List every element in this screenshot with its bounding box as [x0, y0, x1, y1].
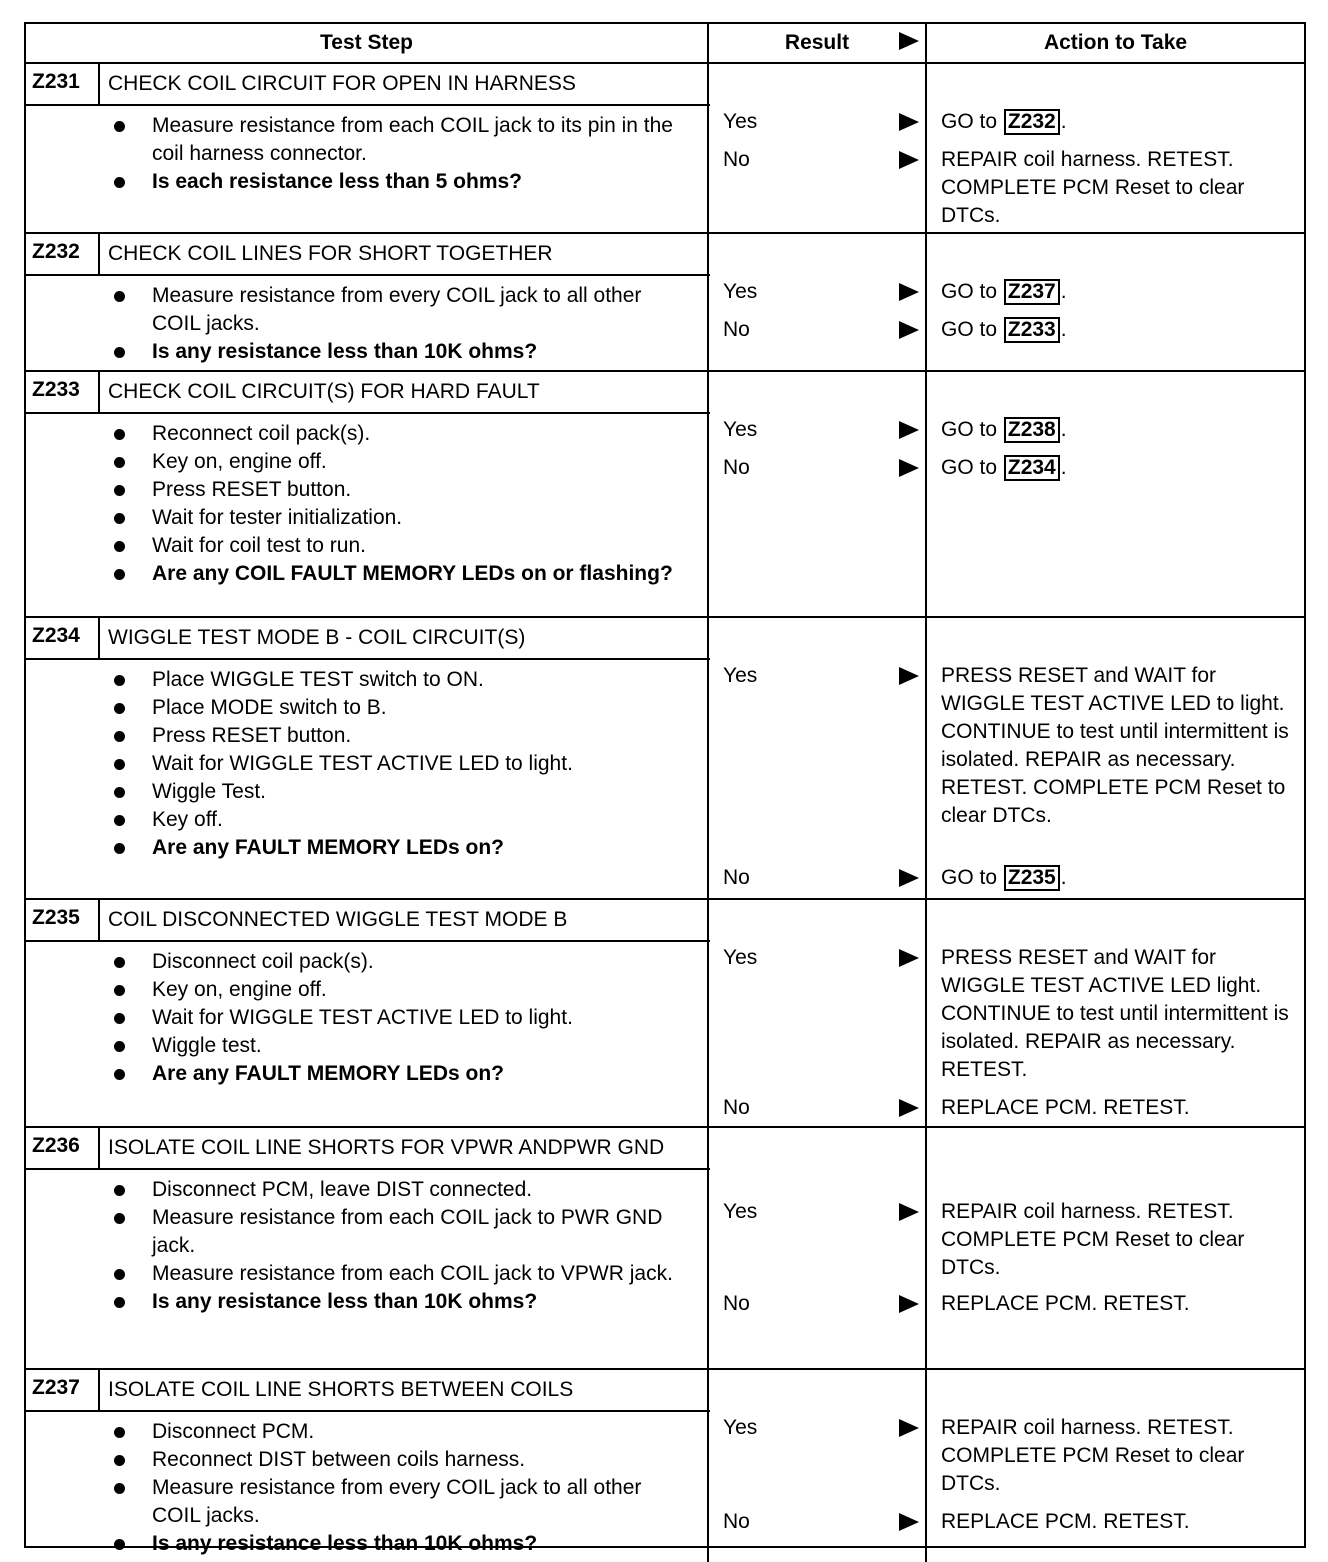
test-step-cell: [26, 899, 708, 1127]
instruction-item: Measure resistance from every COIL jack to all other COIL jacks.: [114, 1474, 707, 1530]
result-yes: [723, 1198, 919, 1226]
action-cell: [926, 1127, 1304, 1369]
instruction-item: Key on, engine off.: [114, 448, 707, 476]
step-header: [26, 1370, 710, 1412]
result-label: No: [723, 456, 750, 479]
instruction-item: Wait for tester initialization.: [114, 504, 707, 532]
action-cell: [926, 899, 1304, 1127]
instruction-item: Place MODE switch to B.: [114, 694, 707, 722]
test-step-row: [26, 899, 1304, 1127]
step-header: [26, 234, 710, 276]
header-test-step: Test Step: [26, 24, 708, 63]
result-cell: [708, 63, 926, 233]
step-instructions: [26, 276, 707, 370]
arrow-icon: [899, 151, 919, 169]
result-no: [723, 1508, 919, 1536]
test-step-row: [26, 617, 1304, 899]
instruction-item: Measure resistance from every COIL jack to all other COIL jacks.: [114, 282, 707, 338]
step-question: Is any resistance less than 10K ohms?: [114, 338, 707, 366]
instruction-item: Reconnect coil pack(s).: [114, 420, 707, 448]
step-id: Z233: [26, 372, 100, 412]
step-question: Are any FAULT MEMORY LEDs on?: [114, 834, 707, 862]
step-reference-link[interactable]: Z237: [1004, 279, 1060, 305]
instruction-item: Disconnect PCM.: [114, 1418, 707, 1446]
header-result: [708, 24, 926, 63]
action-suffix: .: [1060, 418, 1067, 441]
result-yes: [723, 1414, 919, 1442]
step-question: Is any resistance less than 10K ohms?: [114, 1288, 707, 1316]
arrow-icon: [899, 32, 919, 50]
result-label: Yes: [723, 418, 758, 441]
action-text: [941, 278, 1296, 306]
result-no: [723, 1290, 919, 1318]
arrow-icon: [899, 459, 919, 477]
step-header: [26, 1128, 710, 1170]
result-no: [723, 454, 919, 482]
step-instructions: [26, 414, 707, 592]
step-header: [26, 372, 710, 414]
arrow-icon: [899, 1295, 919, 1313]
result-no: [723, 316, 919, 344]
arrow-icon: [899, 949, 919, 967]
result-label: Yes: [723, 110, 758, 133]
instruction-item: Wiggle test.: [114, 1032, 707, 1060]
test-step-row: [26, 233, 1304, 371]
arrow-icon: [899, 283, 919, 301]
instruction-item: Press RESET button.: [114, 722, 707, 750]
step-reference-link[interactable]: Z232: [1004, 109, 1060, 135]
instruction-item: Wiggle Test.: [114, 778, 707, 806]
action-text: [941, 864, 1296, 892]
step-id: Z234: [26, 618, 100, 658]
instruction-item: Reconnect DIST between coils harness.: [114, 1446, 707, 1474]
result-cell: [708, 899, 926, 1127]
step-instructions: [26, 106, 707, 200]
action-prefix: GO to: [941, 110, 998, 133]
action-text: REPAIR coil harness. RETEST. COMPLETE PCM Reset to clear DTCs.: [941, 1200, 1245, 1279]
test-step-cell: [26, 617, 708, 899]
test-step-cell: [26, 1127, 708, 1369]
result-cell: [708, 371, 926, 617]
step-question: Is each resistance less than 5 ohms?: [114, 168, 707, 196]
action-text: REPLACE PCM. RETEST.: [941, 1096, 1190, 1119]
action-text: REPLACE PCM. RETEST.: [941, 1510, 1190, 1533]
action-suffix: .: [1060, 318, 1067, 341]
table-header: [26, 24, 1304, 63]
instruction-item: Wait for coil test to run.: [114, 532, 707, 560]
step-header: [26, 900, 710, 942]
step-id: Z232: [26, 234, 100, 274]
result-label: No: [723, 1292, 750, 1315]
header-result-label: Result: [784, 31, 850, 54]
result-label: No: [723, 1096, 750, 1119]
result-cell: [708, 1369, 926, 1562]
result-yes: [723, 944, 919, 972]
arrow-icon: [899, 113, 919, 131]
instruction-item: Measure resistance from each COIL jack to PWR GND jack.: [114, 1204, 707, 1260]
test-step-row: [26, 371, 1304, 617]
result-label: Yes: [723, 664, 758, 687]
action-text: REPAIR coil harness. RETEST. COMPLETE PCM Reset to clear DTCs.: [941, 1416, 1245, 1495]
instruction-item: Wait for WIGGLE TEST ACTIVE LED to light.: [114, 750, 707, 778]
instruction-item: Measure resistance from each COIL jack to its pin in the coil harness connector.: [114, 112, 707, 168]
result-label: Yes: [723, 946, 758, 969]
action-text: PRESS RESET and WAIT for WIGGLE TEST ACTIVE LED to light. CONTINUE to test until intermittent is isolated. REPAIR as necessary. RETEST. COMPLETE PCM Reset to clear DTCs.: [941, 664, 1289, 827]
step-id: Z237: [26, 1370, 100, 1410]
arrow-icon: [899, 667, 919, 685]
action-text: [941, 416, 1296, 444]
result-cell: [708, 1127, 926, 1369]
result-label: No: [723, 318, 750, 341]
step-reference-link[interactable]: Z233: [1004, 317, 1060, 343]
arrow-icon: [899, 1099, 919, 1117]
step-instructions: [26, 660, 707, 866]
instruction-item: Measure resistance from each COIL jack to VPWR jack.: [114, 1260, 707, 1288]
action-cell: [926, 617, 1304, 899]
action-prefix: GO to: [941, 318, 998, 341]
step-header: [26, 618, 710, 660]
instruction-item: Press RESET button.: [114, 476, 707, 504]
action-suffix: .: [1060, 866, 1067, 889]
arrow-icon: [899, 1419, 919, 1437]
action-suffix: .: [1060, 456, 1067, 479]
result-yes: [723, 278, 919, 306]
step-question: Is any resistance less than 10K ohms?: [114, 1530, 707, 1558]
test-step-row: [26, 63, 1304, 233]
action-suffix: .: [1060, 110, 1067, 133]
test-step-cell: [26, 233, 708, 371]
instruction-item: Key on, engine off.: [114, 976, 707, 1004]
step-title: COIL DISCONNECTED WIGGLE TEST MODE B: [108, 908, 568, 931]
diagnostic-table: [24, 22, 1306, 1555]
instruction-item: Disconnect PCM, leave DIST connected.: [114, 1176, 707, 1204]
step-title: ISOLATE COIL LINE SHORTS BETWEEN COILS: [108, 1378, 574, 1401]
arrow-icon: [899, 1203, 919, 1221]
step-title: CHECK COIL LINES FOR SHORT TOGETHER: [108, 242, 553, 265]
test-step-row: [26, 1369, 1304, 1562]
arrow-icon: [899, 869, 919, 887]
action-prefix: GO to: [941, 418, 998, 441]
step-reference-link[interactable]: Z235: [1004, 865, 1060, 891]
instruction-item: Disconnect coil pack(s).: [114, 948, 707, 976]
action-text: REPLACE PCM. RETEST.: [941, 1292, 1190, 1315]
step-title: CHECK COIL CIRCUIT(S) FOR HARD FAULT: [108, 380, 540, 403]
result-label: Yes: [723, 280, 758, 303]
step-id: Z231: [26, 64, 100, 104]
action-text: PRESS RESET and WAIT for WIGGLE TEST ACTIVE LED light. CONTINUE to test until intermittent is isolated. REPAIR as necessary. RETEST.: [941, 946, 1289, 1081]
result-label: Yes: [723, 1200, 758, 1223]
test-step-cell: [26, 371, 708, 617]
result-yes: [723, 416, 919, 444]
action-cell: [926, 63, 1304, 233]
arrow-icon: [899, 321, 919, 339]
result-label: No: [723, 1510, 750, 1533]
step-reference-link[interactable]: Z238: [1004, 417, 1060, 443]
action-prefix: GO to: [941, 866, 998, 889]
result-no: [723, 1094, 919, 1122]
instruction-item: Wait for WIGGLE TEST ACTIVE LED to light.: [114, 1004, 707, 1032]
result-no: [723, 146, 919, 174]
step-instructions: [26, 1412, 707, 1562]
header-action: Action to Take: [926, 24, 1304, 63]
step-id: Z235: [26, 900, 100, 940]
action-cell: [926, 1369, 1304, 1562]
result-cell: [708, 617, 926, 899]
step-id: Z236: [26, 1128, 100, 1168]
step-instructions: [26, 942, 707, 1092]
result-yes: [723, 108, 919, 136]
result-label: No: [723, 148, 750, 171]
action-prefix: GO to: [941, 280, 998, 303]
result-cell: [708, 233, 926, 371]
instruction-item: Place WIGGLE TEST switch to ON.: [114, 666, 707, 694]
action-text: REPAIR coil harness. RETEST. COMPLETE PCM Reset to clear DTCs.: [941, 148, 1245, 227]
action-prefix: GO to: [941, 456, 998, 479]
step-header: [26, 64, 710, 106]
step-instructions: [26, 1170, 707, 1320]
action-cell: [926, 371, 1304, 617]
step-title: ISOLATE COIL LINE SHORTS FOR VPWR ANDPWR GND: [108, 1136, 665, 1159]
test-step-row: [26, 1127, 1304, 1369]
step-title: CHECK COIL CIRCUIT FOR OPEN IN HARNESS: [108, 72, 576, 95]
instruction-item: Key off.: [114, 806, 707, 834]
result-label: No: [723, 866, 750, 889]
step-question: Are any FAULT MEMORY LEDs on?: [114, 1060, 707, 1088]
step-question: Are any COIL FAULT MEMORY LEDs on or flashing?: [114, 560, 707, 588]
result-label: Yes: [723, 1416, 758, 1439]
arrow-icon: [899, 421, 919, 439]
action-cell: [926, 233, 1304, 371]
result-no: [723, 864, 919, 892]
result-yes: [723, 662, 919, 690]
action-suffix: .: [1060, 280, 1067, 303]
action-text: [941, 108, 1296, 136]
action-text: [941, 316, 1296, 344]
step-reference-link[interactable]: Z234: [1004, 455, 1060, 481]
test-step-cell: [26, 1369, 708, 1562]
step-title: WIGGLE TEST MODE B - COIL CIRCUIT(S): [108, 626, 526, 649]
test-step-cell: [26, 63, 708, 233]
arrow-icon: [899, 1513, 919, 1531]
action-text: [941, 454, 1296, 482]
